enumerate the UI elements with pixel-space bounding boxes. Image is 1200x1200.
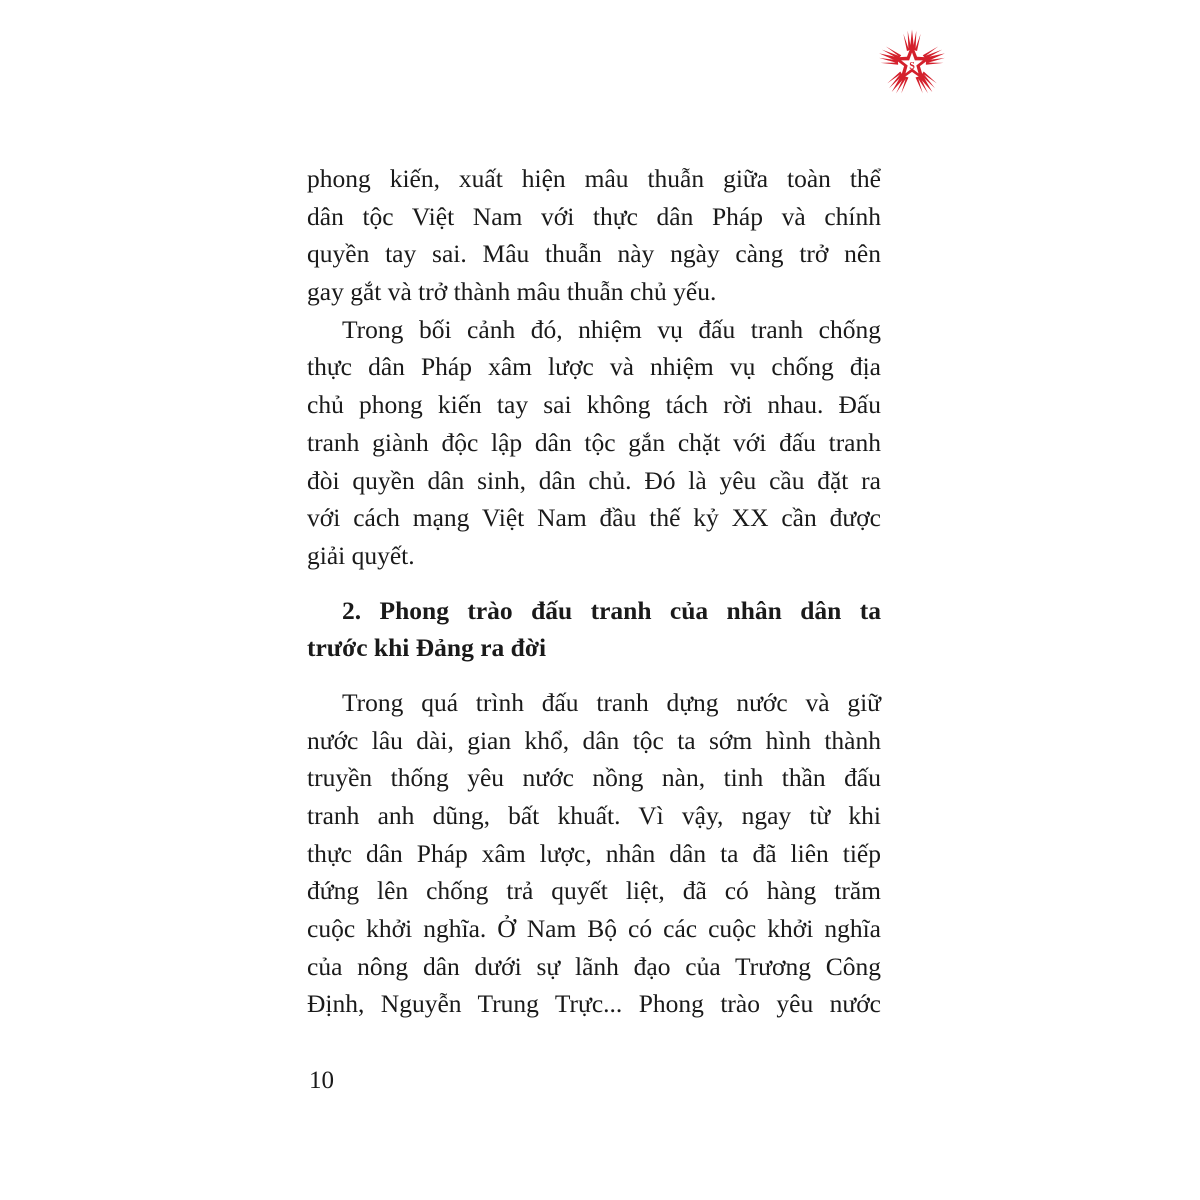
text-line: nước lâu dài, gian khổ, dân tộc ta sớm hình thành	[307, 725, 881, 755]
text-line: chủ phong kiến tay sai không tách rời nhau. Đấu	[307, 390, 881, 420]
text-line: gay gắt và trở thành mâu thuẫn chủ yếu.	[307, 277, 717, 307]
paragraph	[307, 160, 881, 311]
text-line: Trong bối cảnh đó, nhiệm vụ đấu tranh chống	[342, 314, 881, 344]
text-line: với cách mạng Việt Nam đầu thế kỷ XX cần được	[307, 503, 881, 533]
section-heading	[307, 592, 881, 667]
paragraph	[307, 684, 881, 1023]
text-line: của nông dân dưới sự lãnh đạo của Trương Công	[307, 951, 881, 981]
heading-line: trước khi Đảng ra đời	[307, 633, 547, 663]
text-line: truyền thống yêu nước nồng nàn, tinh thần đấu	[307, 763, 881, 793]
heading-line: 2. Phong trào đấu tranh của nhân dân ta	[342, 595, 881, 625]
text-line: Trong quá trình đấu tranh dựng nước và giữ	[342, 687, 881, 717]
text-line: quyền tay sai. Mâu thuẫn này ngày càng trở nên	[307, 239, 881, 269]
page-number: 10	[309, 1067, 334, 1094]
text-line: tranh anh dũng, bất khuất. Vì vậy, ngay từ khi	[307, 801, 881, 830]
text-line: thực dân Pháp xâm lược, nhân dân ta đã liên tiếp	[307, 838, 881, 868]
publisher-star-emblem-icon	[876, 28, 948, 100]
text-line: thực dân Pháp xâm lược và nhiệm vụ chống địa	[307, 352, 881, 382]
text-line: giải quyết.	[307, 540, 415, 570]
text-line: tranh giành độc lập dân tộc gắn chặt với đấu tranh	[307, 427, 881, 457]
body-text	[307, 160, 881, 1023]
text-line: đòi quyền dân sinh, dân chủ. Đó là yêu cầu đặt ra	[307, 465, 881, 495]
text-line: dân tộc Việt Nam với thực dân Pháp và chính	[307, 201, 881, 231]
text-line: phong kiến, xuất hiện mâu thuẫn giữa toàn thể	[307, 164, 881, 193]
svg-text:S: S	[909, 61, 915, 73]
text-line: đứng lên chống trả quyết liệt, đã có hàng trăm	[307, 876, 881, 906]
text-line: cuộc khởi nghĩa. Ở Nam Bộ có các cuộc khởi nghĩa	[307, 914, 881, 944]
text-line: Định, Nguyễn Trung Trực... Phong trào yêu nước	[307, 989, 881, 1019]
paragraph	[307, 311, 881, 575]
